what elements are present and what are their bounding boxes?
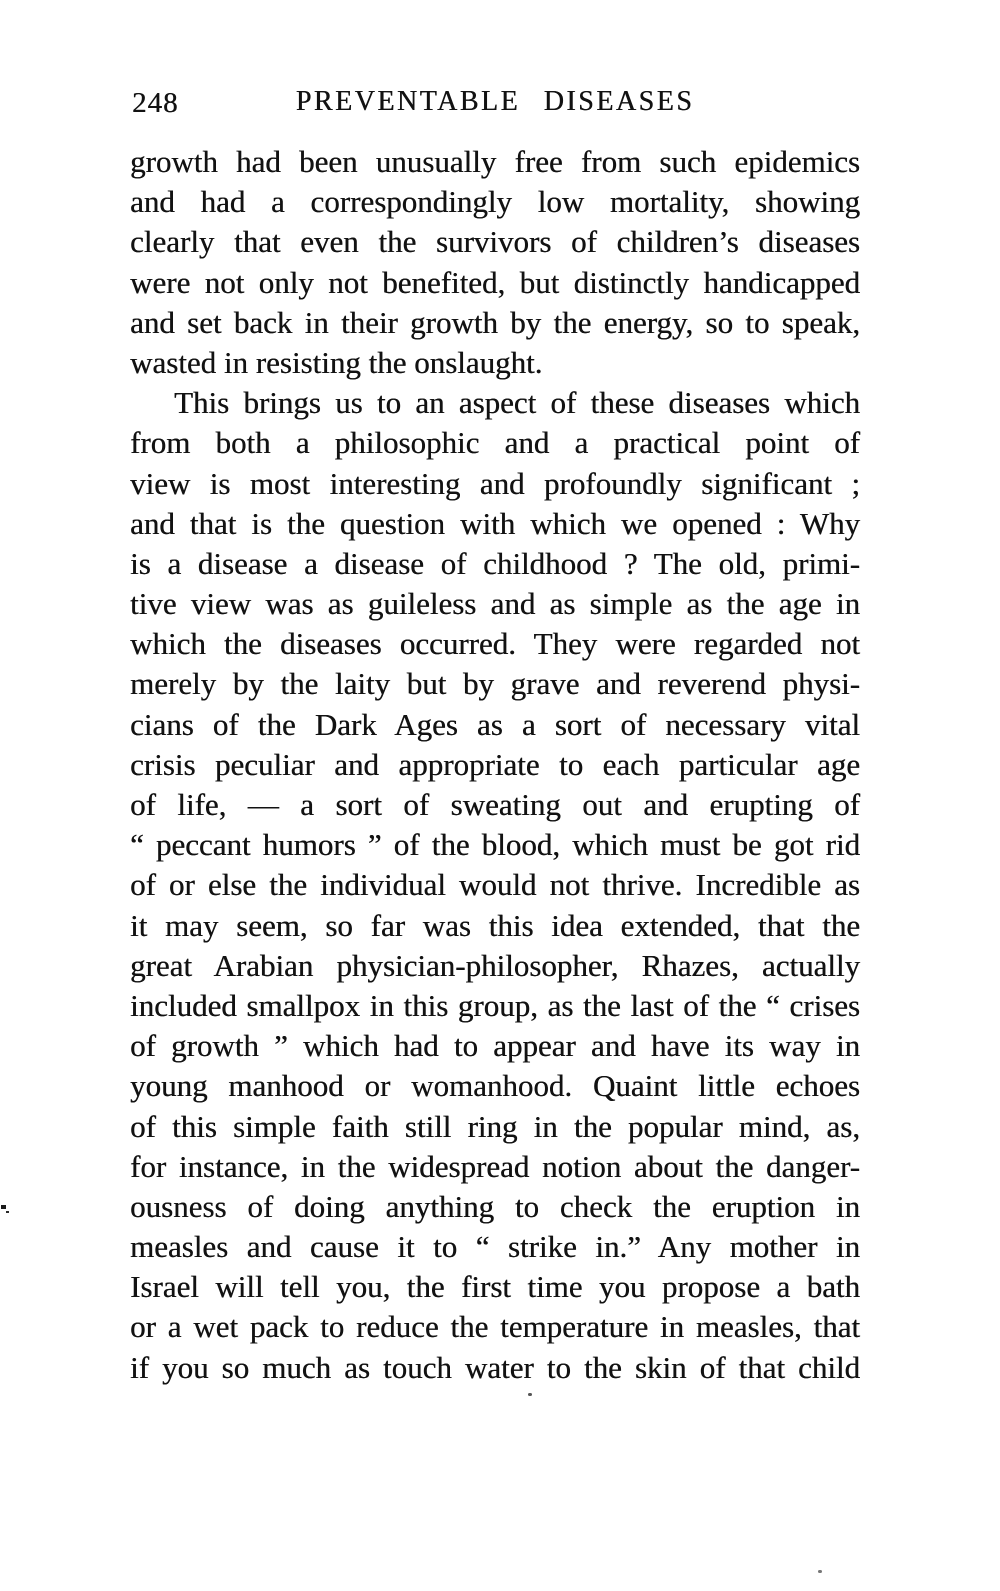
- text-line: tive view was as guileless and as simple as the age in: [130, 586, 860, 622]
- text-line: and set back in their growth by the energy, so to speak,: [130, 304, 860, 340]
- text-line: young manhood or womanhood. Quaint little echoes: [130, 1068, 860, 1104]
- text-line: great Arabian physician-philosopher, Rhazes, actually: [130, 947, 860, 983]
- running-title: PREVENTABLE DISEASES: [295, 86, 695, 117]
- text-line: crisis peculiar and appropriate to each particular age: [130, 746, 860, 782]
- text-line: cians of the Dark Ages as a sort of necessary vital: [130, 706, 860, 742]
- text-line: merely by the laity but by grave and reverend physi-: [130, 666, 860, 702]
- text-line: This brings us to an aspect of these diseases which: [174, 385, 860, 421]
- text-line: “ peccant humors ” of the blood, which must be got rid: [130, 827, 860, 863]
- scan-speck: [1, 1205, 6, 1209]
- text-line: clearly that even the survivors of children’s diseases: [130, 224, 860, 260]
- text-line: or a wet pack to reduce the temperature in measles, that: [130, 1309, 860, 1345]
- text-line: which the diseases occurred. They were regarded not: [130, 626, 860, 662]
- text-line: Israel will tell you, the first time you propose a bath: [130, 1269, 860, 1305]
- scan-speck: [528, 1393, 532, 1396]
- page-number: 248: [132, 87, 179, 119]
- text-line: is a disease a disease of childhood ? The old, primi-: [130, 545, 860, 581]
- scan-speck: [818, 1570, 822, 1573]
- text-line: if you so much as touch water to the skin of that child: [130, 1349, 860, 1385]
- text-line: measles and cause it to “ strike in.” Any mother in: [130, 1229, 860, 1265]
- text-line: of growth ” which had to appear and have its way in: [130, 1028, 860, 1064]
- text-line: of this simple faith still ring in the popular mind, as,: [130, 1108, 860, 1144]
- text-line: growth had been unusually free from such epidemics: [130, 144, 860, 179]
- text-line: of life, — a sort of sweating out and erupting of: [130, 787, 860, 822]
- text-line: for instance, in the widespread notion about the danger-: [130, 1148, 860, 1184]
- text-line: of or else the individual would not thrive. Incredible as: [130, 867, 860, 903]
- text-line: were not only not benefited, but distinctly handicapped: [130, 264, 860, 300]
- text-line: view is most interesting and profoundly significant ;: [130, 465, 860, 501]
- text-line: wasted in resisting the onslaught.: [130, 344, 543, 380]
- text-line: and that is the question with which we opened : Why: [130, 505, 860, 541]
- text-line: included smallpox in this group, as the last of the “ crises: [130, 987, 860, 1023]
- text-line: from both a philosophic and a practical point of: [130, 425, 860, 461]
- text-line: it may seem, so far was this idea extended, that the: [130, 907, 860, 943]
- text-line: ousness of doing anything to check the eruption in: [130, 1188, 860, 1224]
- page-text: [130, 142, 860, 1388]
- text-line: and had a correspondingly low mortality, showing: [130, 184, 860, 220]
